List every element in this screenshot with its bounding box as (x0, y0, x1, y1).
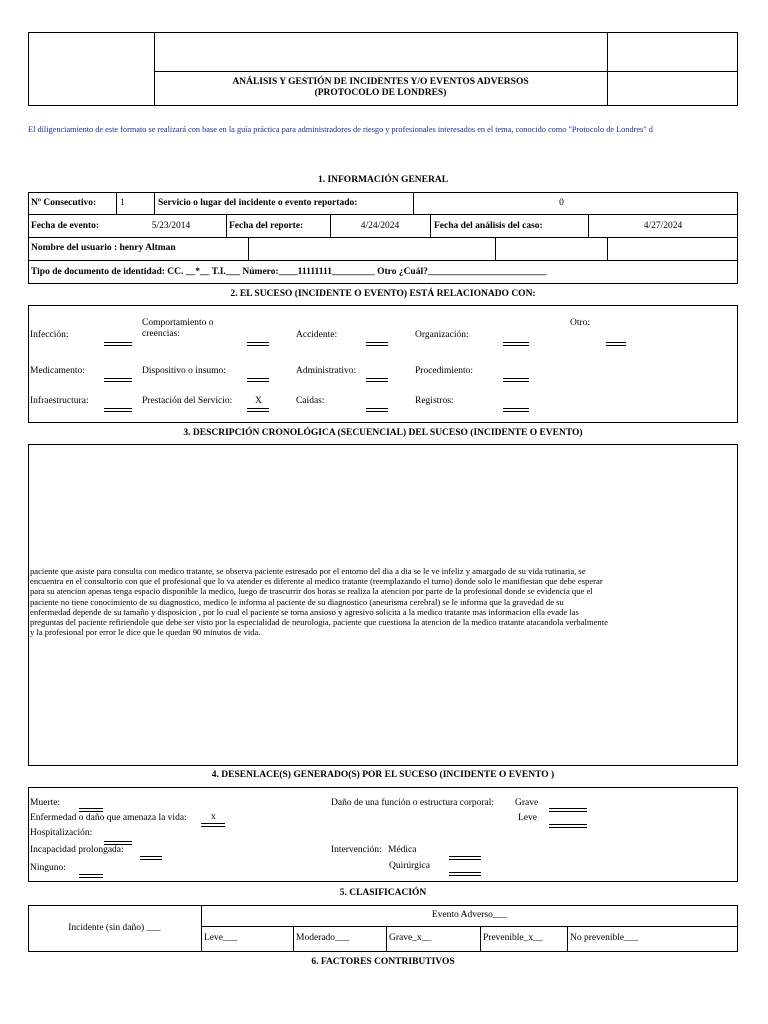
section4-title: 4. DESENLACE(S) GENERADO(S) POR EL SUCESO (INCIDENTE O EVENTO ) (211, 770, 555, 780)
tipo-documento[interactable]: Tipo de documento de identidad: CC. __*__ T.I.___ Número:____11111111_________ Otro ¿Cuál?_________________________ (31, 267, 547, 277)
medica-field[interactable] (449, 856, 481, 860)
cell-divider (226, 214, 227, 237)
cell-divider (116, 192, 117, 214)
procedimiento-label: Procedimiento: (415, 366, 474, 376)
cell-divider (248, 237, 249, 260)
row-divider (28, 237, 738, 238)
organizacion-label: Organización: (415, 330, 469, 340)
cell-divider (430, 214, 431, 237)
caidas-label: Caídas: (296, 396, 325, 406)
section2-title: 2. EL SUCESO (INCIDENTE O EVENTO) ESTÁ RELACIONADO CON: (230, 289, 536, 299)
dano-label: Daño de una función o estructura corporal: (331, 798, 495, 808)
consecutivo-label: Nº Consecutivo: (31, 198, 97, 208)
prestacion-field[interactable] (247, 408, 269, 412)
header-divider (607, 32, 608, 106)
intervencion-label: Intervención: (331, 845, 382, 855)
caidas-field[interactable] (366, 408, 388, 412)
infraestructura-field[interactable] (104, 408, 132, 412)
fecha-analisis-label: Fecha del análisis del caso: (434, 221, 543, 231)
medicamento-label: Medicamento: (30, 366, 85, 376)
descripcion-line: para su atencion apenas tenga espacio disponible la medico, luego de trascurrir dos horas se realiza la atencion por parte de la profesional donde se evidencia que el (30, 586, 593, 597)
section3-title: 3. DESCRIPCIÓN CRONOLÓGICA (SECUENCIAL) DEL SUCESO (INCIDENTE O EVENTO) (183, 428, 583, 438)
section1-title: 1. INFORMACIÓN GENERAL (317, 175, 449, 185)
descripcion-text (30, 566, 740, 637)
section5-title: 5. CLASIFICACIÓN (339, 888, 427, 898)
evento-adverso[interactable]: Evento Adverso___ (431, 910, 508, 920)
cell-divider (495, 237, 496, 260)
infraestructura-label: Infraestructura: (30, 396, 89, 406)
descripcion-line: paciente que asiste para consulta con medico tratante, se observa paciente estresado por el entorno del dia a dia se le ve infeliz y amargado de su vida rutinaria, se (30, 566, 586, 576)
comportamiento-label (142, 318, 214, 340)
otro-label: Otro: (570, 318, 591, 328)
usuario-label[interactable]: Nombre del usuario : henry Altman (31, 243, 176, 253)
comportamiento-field[interactable] (247, 342, 269, 346)
row-divider (28, 260, 738, 261)
intro-note: El diligenciamiento de este formato se realizará con base en la guía práctica para administradores de riesgo y profesionales interesados en el tema, conocido como "Protocolo de Londres" d (28, 125, 653, 134)
leve-field[interactable] (549, 824, 587, 828)
cell-divider (386, 926, 387, 952)
descripcion-line: encuentra en el consultorio con que el profesional que lo va atender es diferente al medico tratante (reemplazando el turno) donde solo le manifiestan que debe esperar (30, 576, 603, 587)
consecutivo-value[interactable]: 1 (120, 198, 125, 208)
quirurgica-field[interactable] (449, 872, 481, 876)
descripcion-line: enfermedad depende de su tamaño y disposicion , por lo cual el paciente se torna ansioso y agresivo solicita a la medico tratante mas informacion ella evade las (30, 606, 579, 617)
cell-divider (567, 926, 568, 952)
servicio-value[interactable]: 0 (559, 198, 564, 208)
procedimiento-field[interactable] (503, 378, 529, 382)
grave-label: Grave (515, 798, 539, 808)
comportamiento-line1: Comportamiento o (142, 318, 214, 328)
dispositivo-label: Dispositivo o insumo: (142, 366, 226, 376)
enfermedad-field[interactable] (201, 823, 225, 827)
header-divider (154, 71, 738, 72)
incapacidad-label: Incapacidad prolongada: (30, 845, 124, 855)
clasif-prevenible[interactable]: Prevenible_x__ (483, 933, 543, 943)
administrativo-label: Administrativo: (296, 366, 357, 376)
muerte-field[interactable] (79, 808, 103, 812)
organizacion-field[interactable] (503, 342, 529, 346)
cell-divider (607, 237, 608, 260)
fecha-evento-value[interactable]: 5/23/2014 (151, 221, 191, 231)
ninguno-field[interactable] (79, 874, 103, 878)
leve-label: Leve (518, 813, 537, 823)
accidente-field[interactable] (366, 342, 388, 346)
infeccion-label: Infección: (30, 330, 69, 340)
enfermedad-mark[interactable]: x (211, 812, 216, 822)
prestacion-label: Prestación del Servicio: (142, 396, 233, 406)
cell-divider (154, 192, 155, 214)
suceso-box (28, 305, 738, 423)
fecha-evento-label: Fecha de evento: (31, 221, 100, 231)
servicio-label: Servicio o lugar del incidente o evento reportado: (158, 198, 358, 208)
comportamiento-line2: creencias: (142, 329, 180, 339)
descripcion-line: y la profesional por error le dice que le quedan 90 minutos de vida. (30, 627, 261, 638)
infeccion-field[interactable] (104, 342, 132, 346)
cell-divider (293, 926, 294, 952)
fecha-reporte-label: Fecha del reporte: (229, 221, 304, 231)
registros-label: Registros: (415, 396, 454, 406)
otro-field[interactable] (606, 342, 626, 346)
medicamento-field[interactable] (104, 378, 132, 382)
hospitalizacion-label: Hospitalización: (30, 828, 93, 838)
row-divider (28, 214, 738, 215)
grave-field[interactable] (549, 808, 587, 812)
clasif-moderado[interactable]: Moderado___ (296, 933, 350, 943)
cell-divider (480, 926, 481, 952)
descripcion-line: paciente no tiene conocimiento de su diagnostico, medico le informa al paciente de su diagnostico (aneurisma cerebral) se le informa que la gravedad de su (30, 596, 564, 607)
medica-label: Médica (388, 845, 417, 855)
form-title-line1: ANÁLISIS Y GESTIÓN DE INCIDENTES Y/O EVENTOS ADVERSOS (232, 77, 529, 87)
clasif-no-prevenible[interactable]: No prevenible___ (570, 933, 639, 943)
form-title (154, 77, 607, 99)
clasif-grave[interactable]: Grave_x__ (389, 933, 432, 943)
ninguno-label: Ninguno: (30, 863, 66, 873)
fecha-analisis-value[interactable]: 4/27/2024 (643, 221, 683, 231)
enfermedad-label: Enfermedad o daño que amenaza la vida: (30, 813, 187, 823)
form-title-line2: (PROTOCOLO DE LONDRES) (314, 88, 447, 98)
incidente-sin-dano[interactable]: Incidente (sin daño) ___ (68, 923, 161, 933)
accidente-label: Accidente: (296, 330, 338, 340)
administrativo-field[interactable] (366, 378, 388, 382)
descripcion-line: preguntas del paciente refiriendole que debe ser visto por la especialidad de neurologia, paciente que cuestiona la atencion de la medico tratante atacandola verbalmente (30, 617, 608, 628)
muerte-label: Muerte: (30, 798, 61, 808)
dispositivo-field[interactable] (247, 378, 269, 382)
registros-field[interactable] (503, 408, 529, 412)
incapacidad-field[interactable] (140, 856, 162, 860)
fecha-reporte-value[interactable]: 4/24/2024 (360, 221, 400, 231)
row-divider (201, 926, 738, 927)
clasif-leve[interactable]: Leve___ (204, 933, 238, 943)
section6-title: 6. FACTORES CONTRIBUTIVOS (311, 957, 455, 967)
quirurgica-label: Quirúrgica (389, 861, 430, 871)
prestacion-mark[interactable]: X (255, 396, 262, 406)
